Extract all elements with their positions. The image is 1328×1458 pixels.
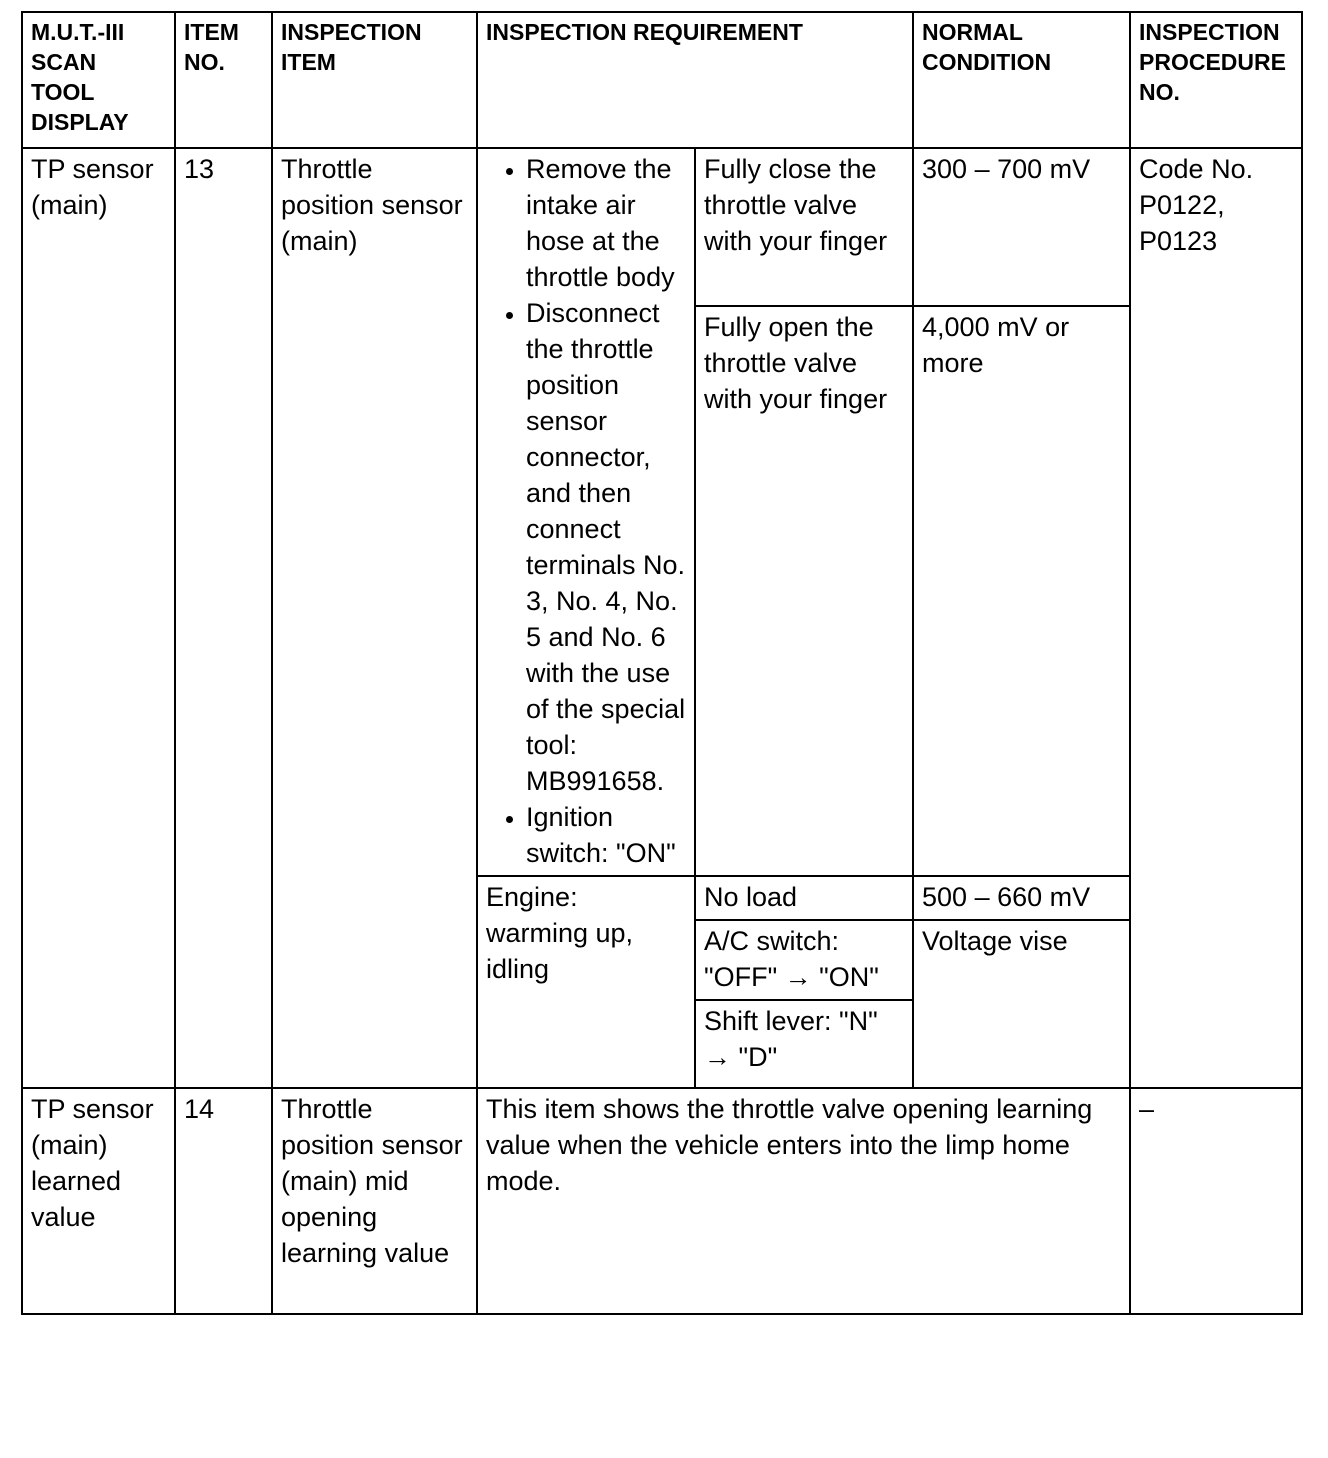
row14-requirement: This item shows the throttle valve opening learning value when the vehicle enters into the limp home mode. bbox=[477, 1088, 1130, 1314]
row13-normal-ac-shift: Voltage vise bbox=[913, 920, 1130, 1088]
row13-inspection-item: Throttle position sensor (main) bbox=[272, 148, 477, 1088]
row13-cond-noload: No load bbox=[695, 876, 913, 920]
row14-display: TP sensor (main) learned value bbox=[22, 1088, 175, 1314]
list-item: • Ignition switch: "ON" bbox=[526, 799, 686, 871]
inspection-table bbox=[21, 11, 1303, 1315]
row13-normal-noload: 500 – 660 mV bbox=[913, 876, 1130, 920]
row13-engine-state: Engine: warming up, idling bbox=[477, 876, 695, 1088]
table-row bbox=[22, 148, 1302, 306]
header-procedure-no: INSPECTION PROCEDURE NO. bbox=[1130, 12, 1302, 148]
list-item: • Remove the intake air hose at the throttle body bbox=[526, 151, 686, 295]
header-normal-condition: NORMAL CONDITION bbox=[913, 12, 1130, 148]
table-row bbox=[22, 1088, 1302, 1314]
row14-procedure: – bbox=[1130, 1088, 1302, 1314]
header-inspection-item: INSPECTION ITEM bbox=[272, 12, 477, 148]
header-row bbox=[22, 12, 1302, 148]
row13-cond-shift: Shift lever: "N" → "D" bbox=[695, 1000, 913, 1088]
header-display: M.U.T.-III SCAN TOOL DISPLAY bbox=[22, 12, 175, 148]
row13-normal-open: 4,000 mV or more bbox=[913, 306, 1130, 876]
row13-preconditions bbox=[477, 148, 695, 876]
row14-item-no: 14 bbox=[175, 1088, 272, 1314]
header-item-no: ITEM NO. bbox=[175, 12, 272, 148]
row13-normal-close: 300 – 700 mV bbox=[913, 148, 1130, 306]
row13-cond-open: Fully open the throttle valve with your finger bbox=[695, 306, 913, 876]
row13-cond-ac: A/C switch: "OFF" → "ON" bbox=[695, 920, 913, 1000]
list-item: • Disconnect the throttle position sensor connector, and then connect terminals No. 3, No. 4, No. 5 and No. 6 with the use of the special tool: MB991658. bbox=[526, 295, 686, 799]
row13-procedure: Code No. P0122, P0123 bbox=[1130, 148, 1302, 1088]
precondition-list bbox=[486, 151, 686, 871]
row13-display: TP sensor (main) bbox=[22, 148, 175, 1088]
row13-cond-close: Fully close the throttle valve with your finger bbox=[695, 148, 913, 306]
header-requirement: INSPECTION REQUIREMENT bbox=[477, 12, 913, 148]
row14-inspection-item: Throttle position sensor (main) mid opening learning value bbox=[272, 1088, 477, 1314]
row13-item-no: 13 bbox=[175, 148, 272, 1088]
